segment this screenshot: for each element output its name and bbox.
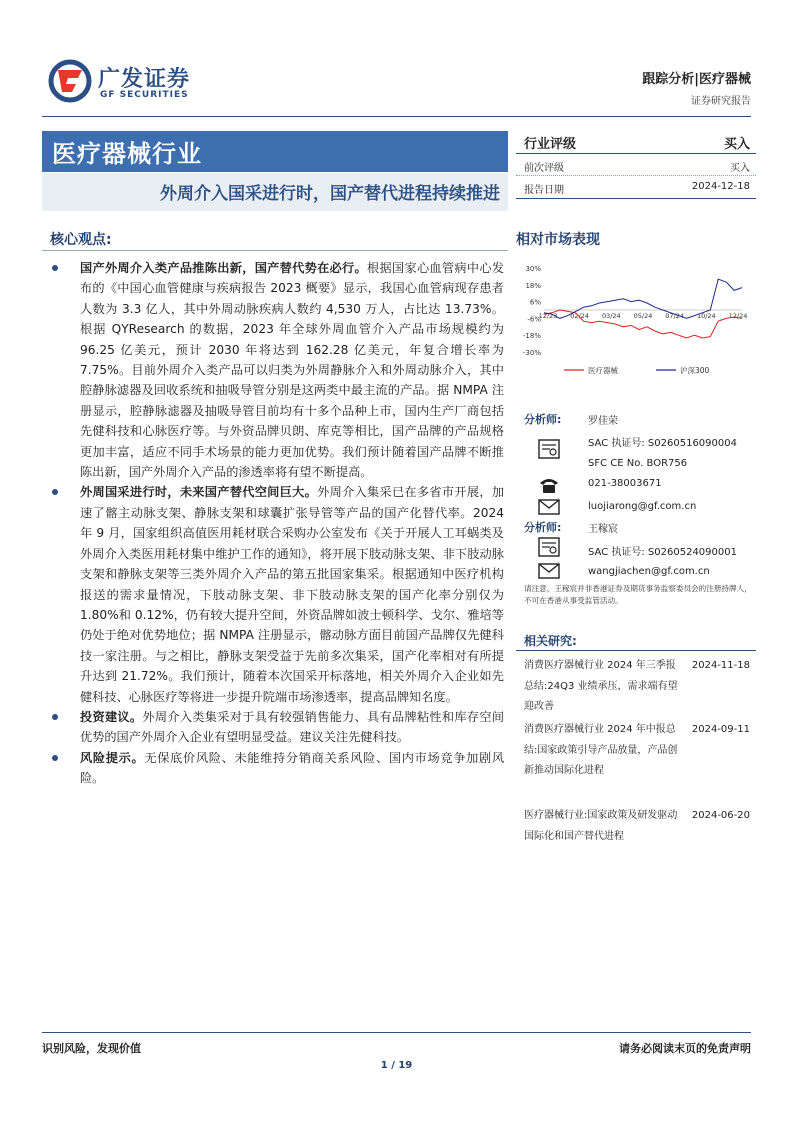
analyst-sfc: SFC CE No. BOR756 [588,458,688,469]
related-research-item-title: 消费医疗器械行业 2024 年中报总结:国家政策引导产品放量，产品创新推动国际化进程 [524,724,678,776]
legend-label: 沪深300 [680,366,710,375]
email-icon [538,561,560,581]
analyst-label: 分析师: [524,521,562,534]
header-divider [42,116,751,117]
bullet-text: 根据国家心血管病中心发布的《中国心血管健康与疾病报告 2023 概要》显示，我国心血管病现存患者人数为 3.3 亿人，其中外周动脉疾病人数约 4,530 万人，占比达 13.73%。根据 QYResearch 的数据，2023 年全球外周血管介入产品市场规模约为 96.25 亿美元，预计 2030 年将达到 162.28 亿美元，年复合增长率为 7.75%。目前外周介入类产品可以归类为外周静脉介入和外周动脉介入，其中腔静脉滤器及回收系统和抽吸导管分别是这两类中最主流的产品。据 NMPA 注册显示，腔静脉滤器及抽吸导管目前均有十多个品种上市，国内生产厂商包括先健科技和心脉医疗等。与外资品牌贝朗、库克等相比，国产品牌的产品规格更加丰富，适应不同手术场景的能力更加优势。我们预计随着国产品牌不断推陈出新，国产外周介入产品的渗透率将有望不断提高。 [80,261,505,480]
rating-box [516,130,756,199]
footer-slogan: 识别风险，发现价值 [42,1042,141,1055]
previous-rating-label: 前次评级 [524,163,564,174]
certificate-icon [538,537,560,557]
analyst-sac [588,543,737,558]
report-type: 跟踪分析|医疗器械 [642,72,751,87]
bullet-paragraph [52,258,504,482]
bullet-paragraph [52,707,504,748]
sac-number: S0260524090001 [647,547,737,558]
bullet-dot-icon [52,265,58,271]
phone-icon [538,475,560,495]
analyst-phone: 021-38003671 [588,478,662,489]
bullet-text: 外周介入集采已在多省市开展，加速了髂主动脉支架、静脉支架和球囊扩张导管等产品的国产化替代率。2024 年 9 月，国家组织高值医用耗材联合采购办公室发布《关于开展人工耳蜗类及外周介入类医用耗材集中维护工作的通知》，将开展下肢动脉支架、非下肢动脉支架和静脉支架等三类外周介入产品的第五批国家集采。根据通知中医疗机构报送的需求量情况，下肢动脉支架、非下肢动脉支架的国产化率分别仅为 1.80%和 0.12%，仍有较大提升空间，外资品牌如波士顿科学、戈尔、雅培等仍处于绝对优势地位；据 NMPA 注册显示，髂动脉方面目前国产品牌仅先健科技一家注册。与之相比，静脉支架受益于先前多次集采，国产化率相对有所提升达到 21.72%。我们预计，随着本次国采开标落地，相关外周介入企业如先健科技、心脉医疗等将进一步提升院端市场渗透率，提高品牌知名度。 [80,485,505,704]
analyst-block [516,513,756,583]
logo-text-en: GF SECURITIES [100,90,189,100]
related-research-item-date: 2024-11-18 [691,660,750,671]
bullet-dot-icon [52,714,58,720]
bullet-text: 外周介入类集采对于具有较强销售能力、具有品牌粘性和库存空间优势的国产外周介入企业有望明显受益。建议关注先健科技。 [80,709,505,745]
previous-rating-value: 买入 [730,163,750,174]
report-category: 证券研究报告 [691,96,751,107]
related-research-item[interactable] [524,720,750,782]
analyst-disclaimer-note: 请注意，王稼宸并非香港证券及期货事务监察委员会的注册持牌人，不可在香港从事受监管活动。 [524,584,752,605]
market-chart-svg [516,258,756,382]
bullet-dot-icon [52,755,58,761]
x-tick-label: 12/23 [538,312,558,320]
rating-row [516,130,756,154]
sac-label: SAC 执证号: [588,438,645,449]
report-subtitle: 外周介入国采进行时，国产替代进程持续推进 [160,184,500,204]
x-tick-label: 10/24 [696,312,716,320]
analyst-email[interactable]: luojiarong@gf.com.cn [588,501,697,512]
bullet-paragraph [52,482,504,706]
report-date-label: 报告日期 [524,185,564,196]
core-views-divider [42,250,508,251]
bullet-dot-icon [52,489,58,495]
gf-logo [48,58,208,106]
y-tick-label: -30% [522,349,541,357]
x-tick-label: 05/24 [633,312,653,320]
footer-divider [42,1032,751,1033]
logo-text-cn: 广发证券 [98,67,191,92]
bullet-heading: 风险提示。 [80,750,145,765]
certificate-icon [538,439,560,459]
legend-label: 医疗器械 [588,366,618,375]
core-views-title: 核心观点: [50,232,112,248]
report-date-value: 2024-12-18 [691,181,750,192]
related-research-item-title: 医疗器械行业:国家政策及研发驱动国际化和国产替代进程 [524,810,678,842]
previous-rating-row [516,154,756,176]
analyst-name: 罗佳荣 [588,416,618,427]
analyst-sac [588,434,737,449]
sac-label: SAC 执证号: [588,547,645,558]
y-tick-label: 6% [529,298,541,307]
bullet-heading: 投资建议。 [80,709,143,724]
y-tick-label: 30% [525,265,541,273]
related-research-title: 相关研究: [524,634,577,648]
core-views-body [52,258,504,789]
bullet-heading: 国产外周介入类产品推陈出新，国产替代势在必行。 [80,261,368,275]
x-tick-label: 03/24 [601,312,621,320]
related-research-item-date: 2024-09-11 [691,724,750,735]
rating-label: 行业评级 [524,137,577,152]
analyst-section [516,403,756,605]
y-tick-label: -6% [527,315,541,324]
analyst-label: 分析师: [524,413,562,426]
related-research-item[interactable] [524,656,750,718]
analyst-block [516,403,756,513]
related-research-item[interactable] [524,806,750,847]
related-research-item-date: 2024-06-20 [691,810,750,821]
related-research-item-title: 消费医疗器械行业 2024 年三季报总结:24Q3 业绩承压，需求端有望迎改善 [524,660,678,712]
report-date-row [516,176,756,198]
analyst-email[interactable]: wangjiachen@gf.com.cn [588,566,710,577]
bullet-text: 无保底价风险、未能维持分销商关系风险、国内市场竞争加剧风险。 [80,750,505,786]
y-tick-label: -18% [522,332,541,341]
bullet-heading: 外周国采进行时，未来国产替代空间巨大。 [80,485,318,500]
y-tick-label: 18% [525,281,541,290]
x-tick-label: 12/24 [728,312,748,320]
page-number: 1 / 19 [380,1060,413,1071]
footer-disclaimer: 请务必阅读末页的免责声明 [619,1042,751,1055]
bullet-paragraph [52,748,504,789]
related-research-divider [516,650,756,651]
analyst-name: 王稼宸 [588,524,618,535]
x-tick-label: 07/24 [665,312,685,320]
market-performance-title: 相对市场表现 [516,232,600,248]
subtitle-band [42,173,508,211]
rating-value: 买入 [723,137,750,152]
industry-title: 医疗器械行业 [52,140,202,168]
rating-divider [516,198,756,199]
x-tick-label: 02/24 [570,312,590,320]
market-chart [516,258,756,382]
sac-number: S0260516090004 [647,438,737,449]
